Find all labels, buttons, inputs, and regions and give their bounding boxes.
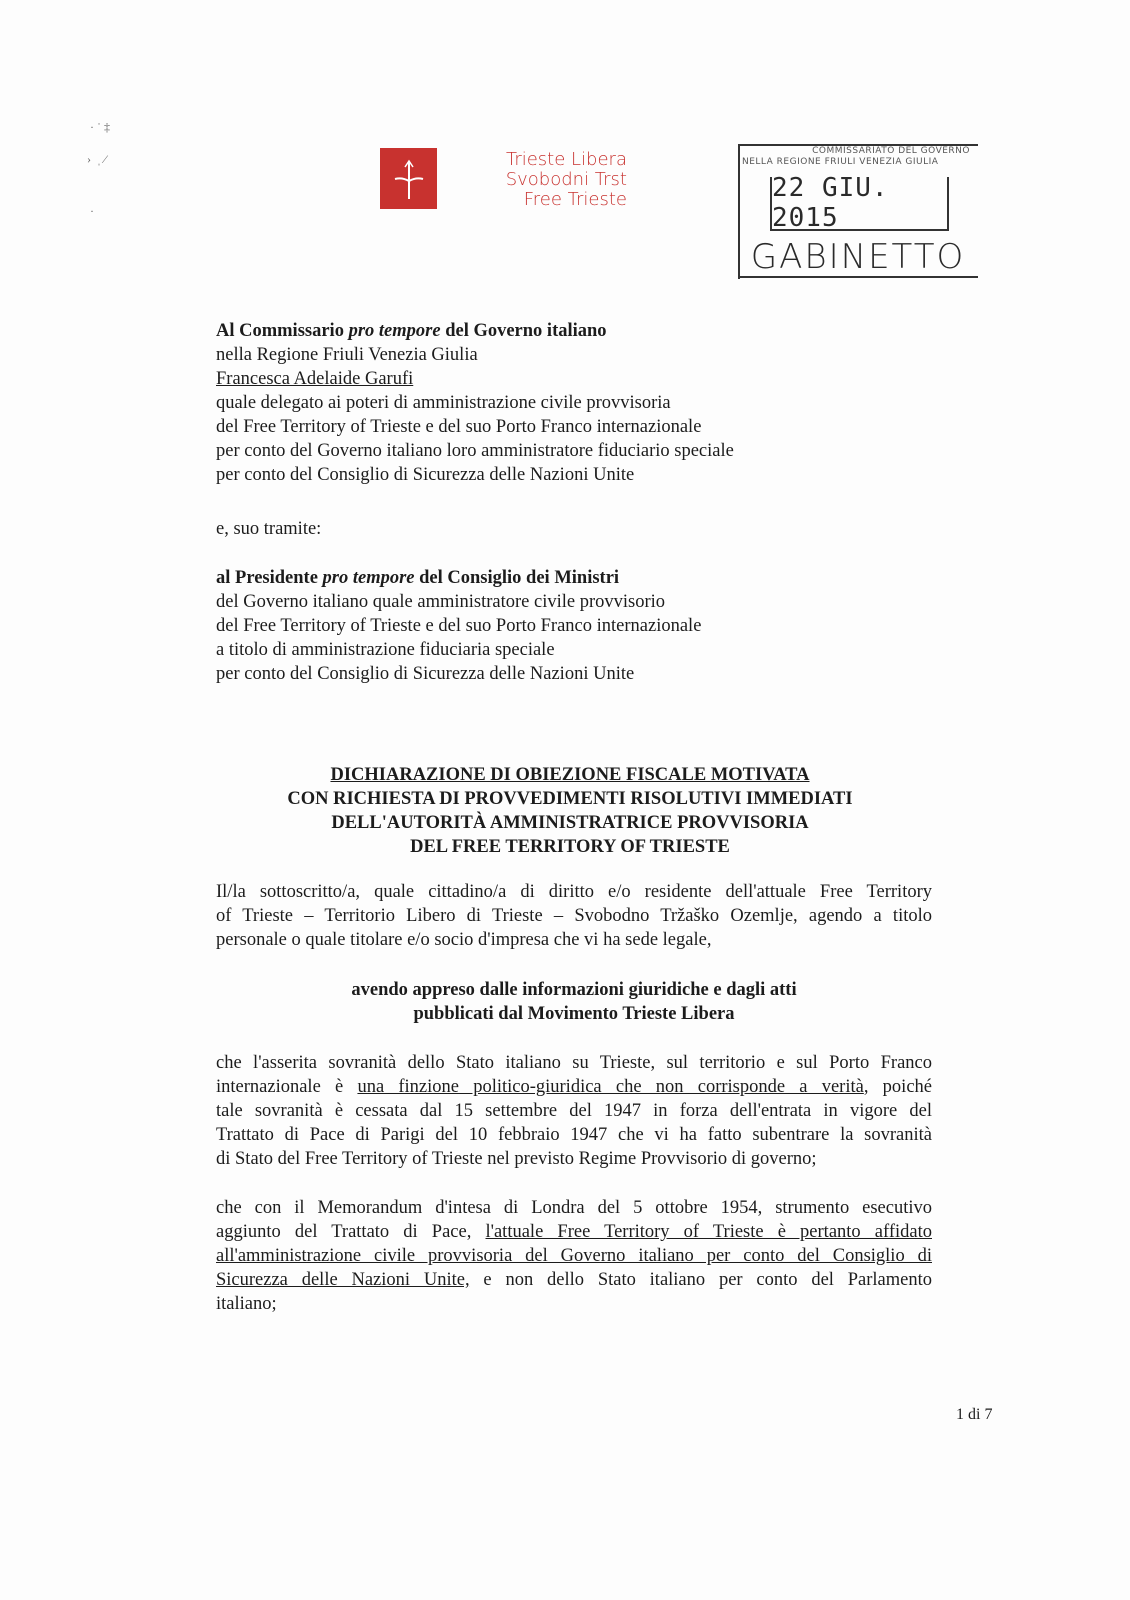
paragraph-line: of Trieste – Territorio Libero di Trieste – Svobodno Tržaško Ozemlje, agendo a titolo xyxy=(216,906,932,926)
heading-part: al Presidente xyxy=(216,568,323,588)
document-title xyxy=(200,763,940,859)
underlined-text: Sicurezza delle Nazioni Unite, xyxy=(216,1270,470,1290)
underlined-text: l'attuale Free Territory of Trieste è pertanto affidato xyxy=(485,1222,932,1242)
title-line: DEL FREE TERRITORY OF TRIESTE xyxy=(410,837,730,857)
title-line: DELL'AUTORITÀ AMMINISTRATRICE PROVVISORIA xyxy=(331,813,809,833)
stamp-label: GABINETTO xyxy=(738,238,978,278)
via-line: e, suo tramite: xyxy=(216,519,322,539)
title-line: DICHIARAZIONE DI OBIEZIONE FISCALE MOTIVATA xyxy=(330,765,810,785)
halberd-icon xyxy=(389,155,429,203)
address-line: nella Regione Friuli Venezia Giulia xyxy=(216,345,478,365)
title-line: CON RICHIESTA DI PROVVEDIMENTI RISOLUTIVI IMMEDIATI xyxy=(287,789,853,809)
received-stamp xyxy=(738,144,978,284)
text-span: e non dello Stato italiano per conto del Parlamento xyxy=(469,1270,932,1290)
scan-marks: · ˙ ‡ › ˌ ⁄ · xyxy=(84,120,110,218)
stamp-header-line: NELLA REGIONE FRIULI VENEZIA GIULIA xyxy=(742,157,939,167)
addressee-heading xyxy=(216,319,816,343)
paragraph-line: personale o quale titolare e/o socio d'impresa che vi ha sede legale, xyxy=(216,930,712,950)
letterhead-text xyxy=(497,150,627,210)
paragraph-line: tale sovranità è cessata dal 15 settembre del 1947 in forza dell'entrata in vigore del xyxy=(216,1101,932,1121)
stamp-date: 22 GIU. 2015 xyxy=(770,177,949,231)
page-number: 1 di 7 xyxy=(956,1406,993,1423)
stamp-header-line: COMMISSARIATO DEL GOVERNO xyxy=(812,146,970,156)
subheading xyxy=(216,978,932,1026)
paragraph-line xyxy=(216,1075,932,1099)
letterhead-line: Trieste Libera xyxy=(505,149,627,170)
intro-paragraph xyxy=(216,880,932,952)
address-line: del Free Territory of Trieste e del suo Porto Franco internazionale xyxy=(216,616,702,636)
heading-italic: pro tempore xyxy=(322,568,415,588)
addressee-presidente xyxy=(216,566,816,686)
addressee-heading xyxy=(216,566,816,590)
paragraph-line: che con il Memorandum d'intesa di Londra del 5 ottobre 1954, strumento esecutivo xyxy=(216,1198,932,1218)
paragraph-line: Il/la sottoscritto/a, quale cittadino/a di diritto e/o residente dell'attuale Free Territory xyxy=(216,882,932,902)
paragraph-line: di Stato del Free Territory of Trieste nel previsto Regime Provvisorio di governo; xyxy=(216,1149,817,1169)
address-line: per conto del Consiglio di Sicurezza delle Nazioni Unite xyxy=(216,664,635,684)
subheading-line: avendo appreso dalle informazioni giuridiche e dagli atti xyxy=(351,980,797,1000)
heading-part: del Governo italiano xyxy=(440,321,607,341)
text-span: aggiunto del Trattato di Pace, xyxy=(216,1222,486,1242)
paragraph-line xyxy=(216,1220,932,1244)
address-line: quale delegato ai poteri di amministrazione civile provvisoria xyxy=(216,393,671,413)
paragraph-line xyxy=(216,1268,932,1292)
paragraph-memorandum xyxy=(216,1196,932,1316)
address-line: per conto del Governo italiano loro amministratore fiduciario speciale xyxy=(216,441,734,461)
heading-part: Al Commissario xyxy=(216,321,349,341)
letterhead-line: Free Trieste xyxy=(523,189,627,210)
addressee-name: Francesca Adelaide Garufi xyxy=(216,369,414,389)
letterhead-line: Svobodni Trst xyxy=(505,169,627,190)
subheading-line: pubblicati dal Movimento Trieste Libera xyxy=(413,1004,735,1024)
addressee-commissario xyxy=(216,319,816,487)
heading-part: del Consiglio dei Ministri xyxy=(414,568,620,588)
paragraph-line: che l'asserita sovranità dello Stato italiano su Trieste, sul territorio e sul Porto Franco xyxy=(216,1053,932,1073)
text-span: internazionale è xyxy=(216,1077,358,1097)
underlined-text: una finzione politico-giuridica che non corrisponde a verità xyxy=(357,1077,864,1097)
text-span: , poiché xyxy=(863,1077,932,1097)
address-line: per conto del Consiglio di Sicurezza delle Nazioni Unite xyxy=(216,465,635,485)
paragraph-line: all'amministrazione civile provvisoria del Governo italiano per conto del Consiglio di xyxy=(216,1246,932,1266)
address-line: del Governo italiano quale amministratore civile provvisorio xyxy=(216,592,666,612)
stamp-header xyxy=(738,144,978,168)
heading-italic: pro tempore xyxy=(348,321,441,341)
address-line: del Free Territory of Trieste e del suo Porto Franco internazionale xyxy=(216,417,702,437)
logo xyxy=(380,148,437,209)
paragraph-line: italiano; xyxy=(216,1294,277,1314)
paragraph-sovranita xyxy=(216,1051,932,1171)
paragraph-line: Trattato di Pace di Parigi del 10 febbraio 1947 che vi ha fatto subentrare la sovranità xyxy=(216,1125,932,1145)
address-line: a titolo di amministrazione fiduciaria speciale xyxy=(216,640,555,660)
